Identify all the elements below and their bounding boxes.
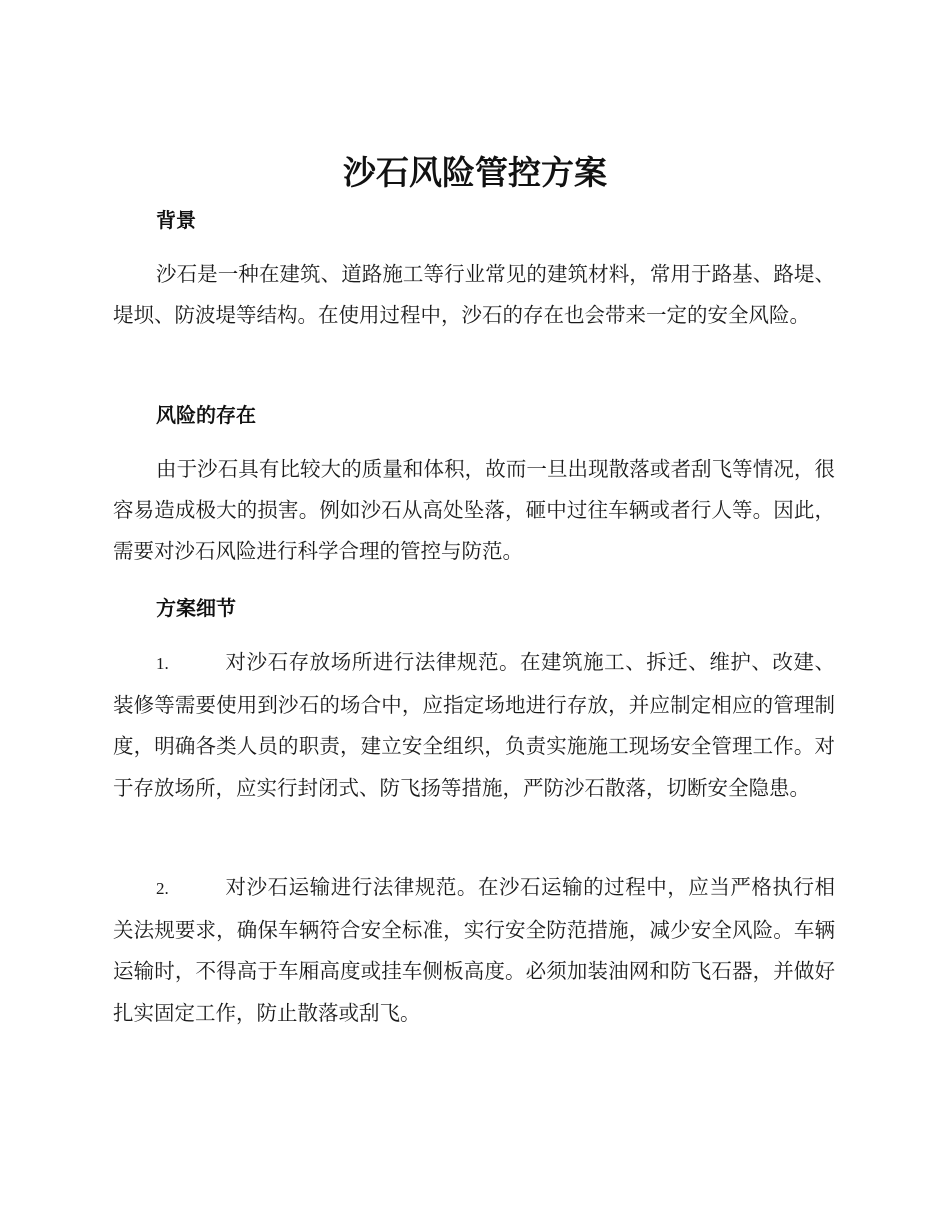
plan-item-2 <box>113 867 835 1034</box>
background-paragraph: 沙石是一种在建筑、道路施工等行业常见的建筑材料，常用于路基、路堤、堤坝、防波堤等结构。在使用过程中，沙石的存在也会带来一定的安全风险。 <box>113 262 835 327</box>
list-item-number: 1. <box>156 654 169 673</box>
section-heading-risk: 风险的存在 <box>156 403 256 427</box>
list-item-text: 对沙石运输进行法律规范。在沙石运输的过程中，应当严格执行相关法规要求，确保车辆符合安全标准，实行安全防范措施，减少安全风险。车辆运输时，不得高于车厢高度或挂车侧板高度。必须加装油网和防飞石器，并做好扎实固定工作，防止散落或刮飞。 <box>113 875 835 1025</box>
section-heading-background: 背景 <box>156 208 196 232</box>
list-item-text: 对沙石存放场所进行法律规范。在建筑施工、拆迁、维护、改建、装修等需要使用到沙石的场合中，应指定场地进行存放，并应制定相应的管理制度，明确各类人员的职责，建立安全组织，负责实施施工现场安全管理工作。对于存放场所，应实行封闭式、防飞扬等措施，严防沙石散落，切断安全隐患。 <box>113 650 835 800</box>
document-title: 沙石风险管控方案 <box>343 153 607 192</box>
plan-item-1 <box>113 642 835 809</box>
section-heading-plan: 方案细节 <box>156 596 236 620</box>
list-item-number: 2. <box>156 879 169 898</box>
risk-paragraph: 由于沙石具有比较大的质量和体积，故而一旦出现散落或者刮飞等情况，很容易造成极大的损害。例如沙石从高处坠落，砸中过往车辆或者行人等。因此，需要对沙石风险进行科学合理的管控与防范。 <box>113 457 835 563</box>
